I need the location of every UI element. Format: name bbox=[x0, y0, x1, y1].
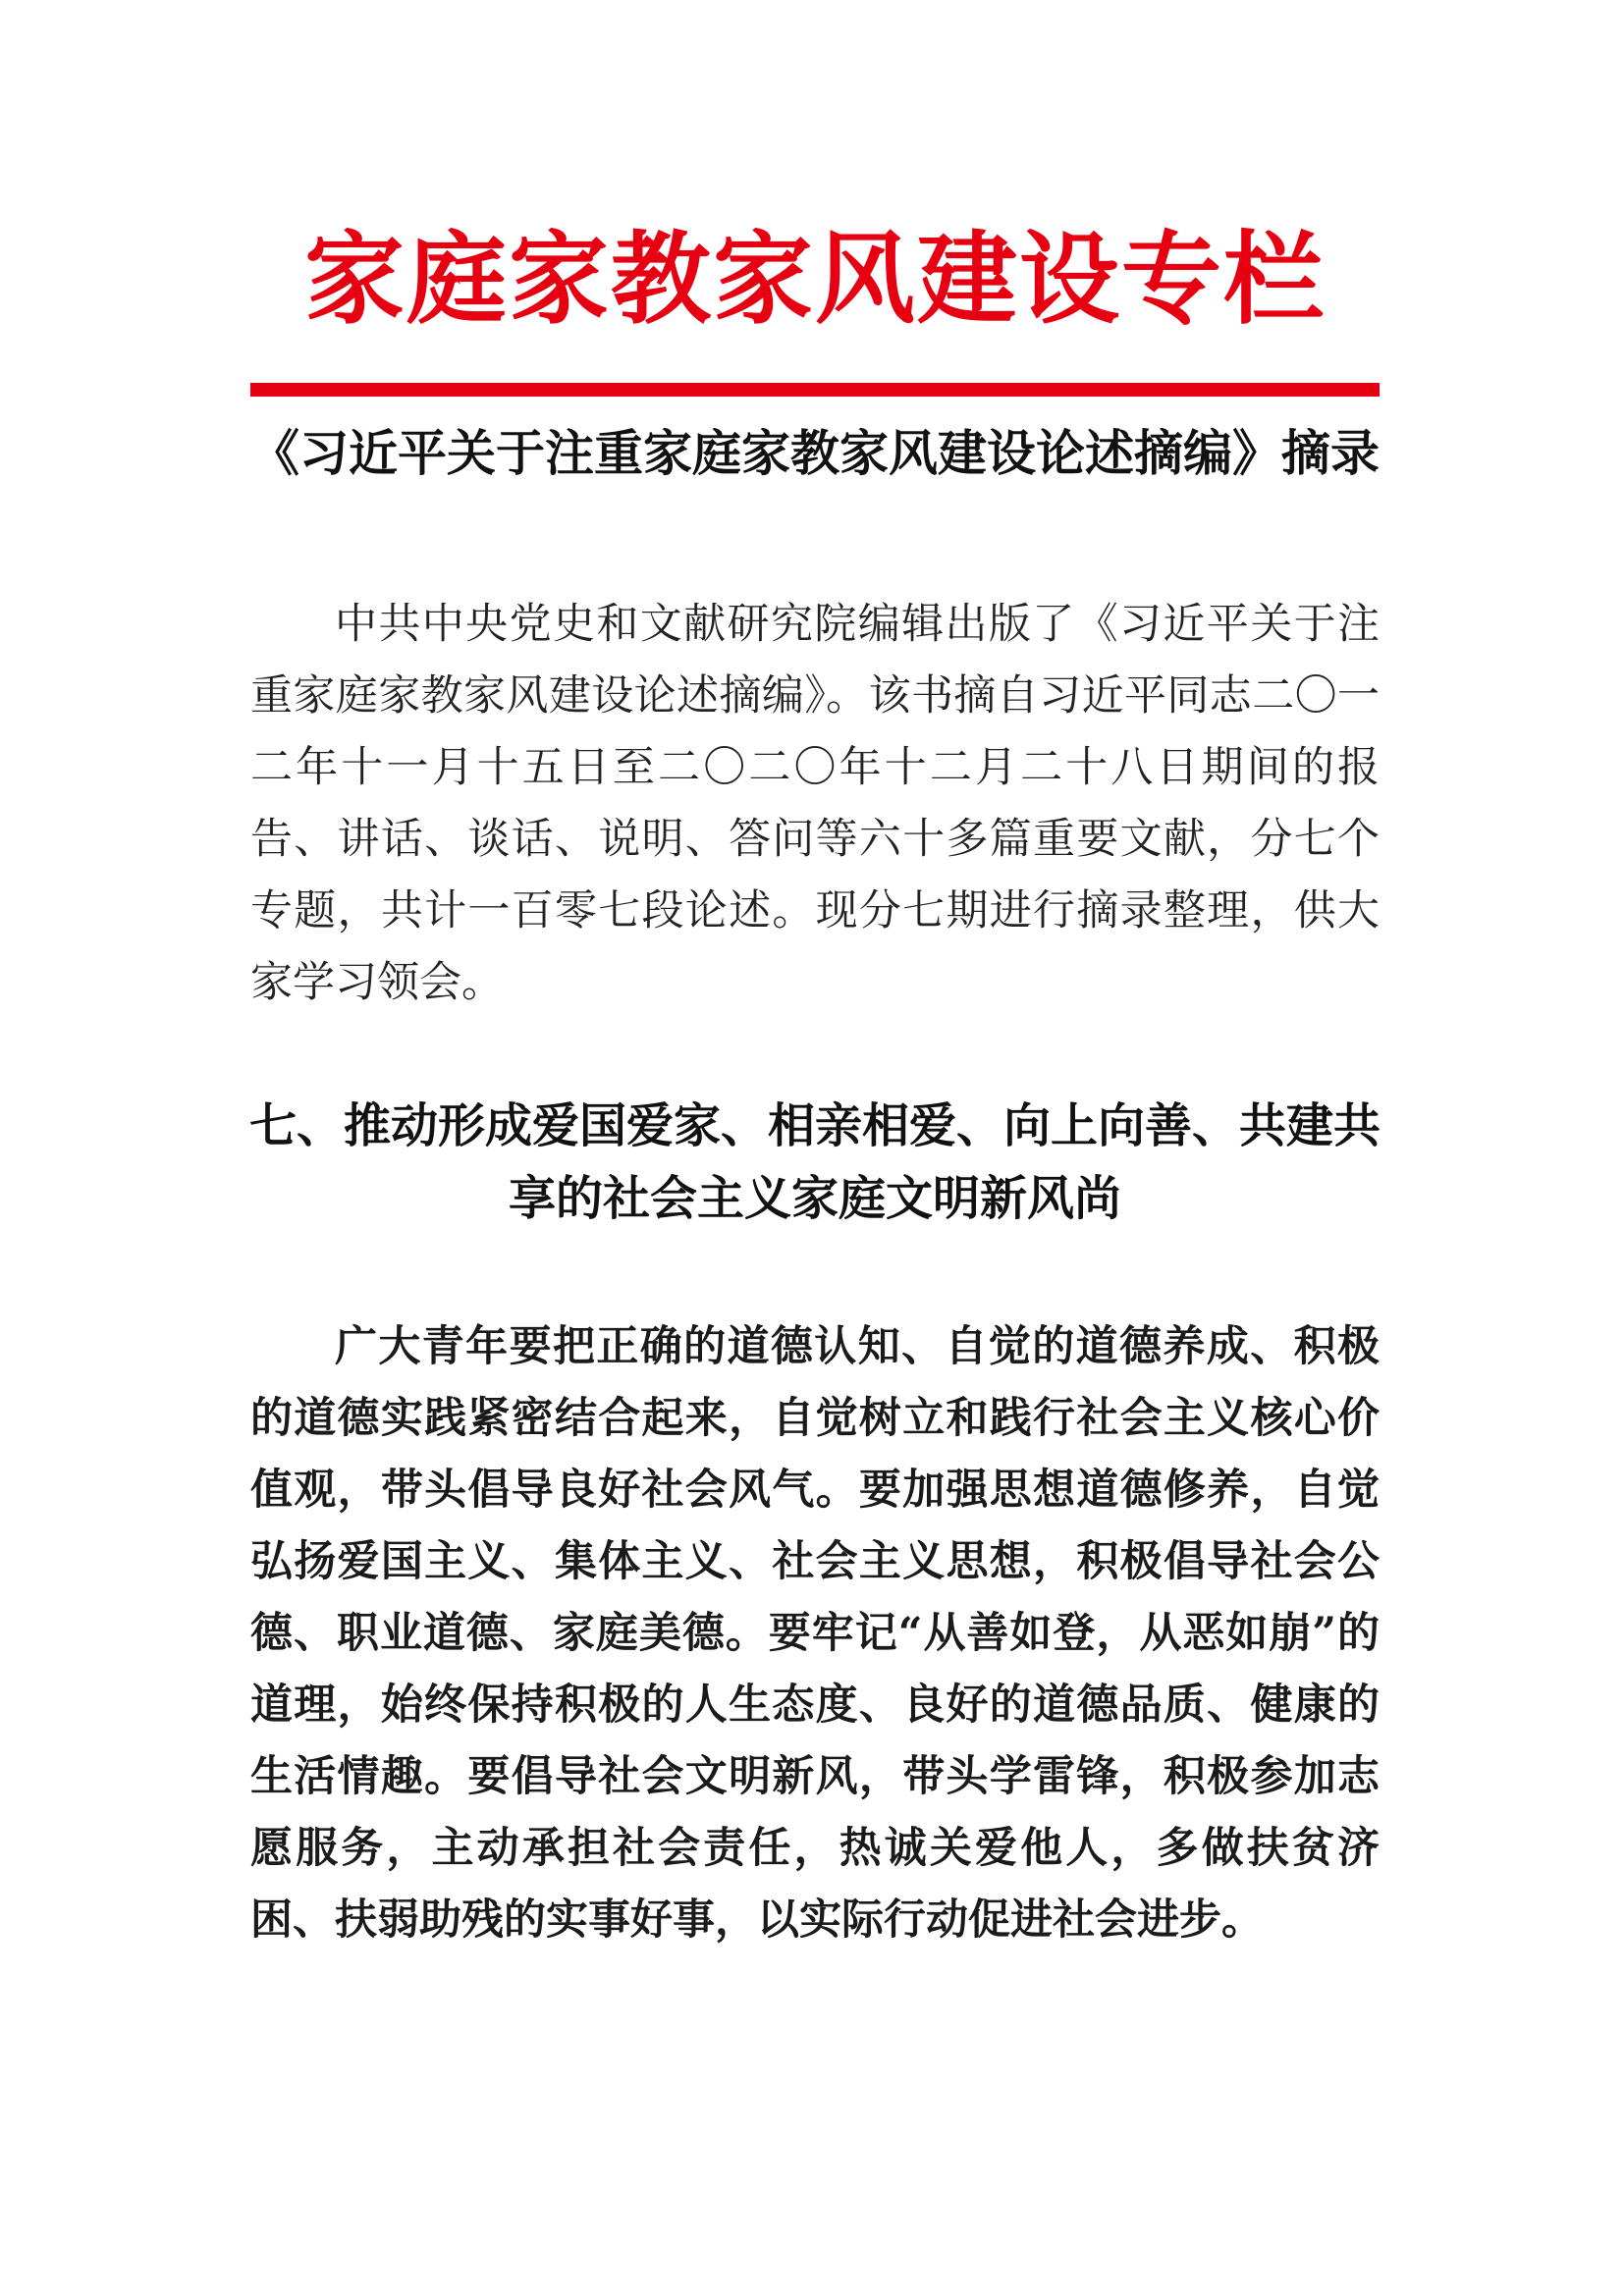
column-masthead: 家庭家教家风建设专栏 bbox=[304, 221, 1326, 339]
section-body-paragraph: 广大青年要把正确的道德认知、自觉的道德养成、积极的道德实践紧密结合起来，自觉树立和践行社会主义核心价值观，带头倡导良好社会风气。要加强思想道德修养，自觉弘扬爱国主义、集体主义、社会主义思想，积极倡导社会公德、职业道德、家庭美德。要牢记“从善如登，从恶如崩”的道理，始终保持积极的人生态度、良好的道德品质、健康的生活情趣。要倡导社会文明新风，带头学雷锋，积极参加志愿服务，主动承担社会责任，热诚关爱他人，多做扶贫济困、扶弱助残的实事好事，以实际行动促进社会进步。 bbox=[250, 1322, 1380, 1945]
red-divider-rule bbox=[250, 383, 1380, 397]
section-heading: 七、推动形成爱国爱家、相亲相爱、向上向善、共建共享的社会主义家庭文明新风尚 bbox=[248, 1098, 1380, 1226]
document-title: 《习近平关于注重家庭家教家风建设论述摘编》摘录 bbox=[250, 424, 1380, 482]
intro-paragraph: 中共中央党史和文献研究院编辑出版了《习近平关于注重家庭家教家风建设论述摘编》。该书摘自习近平同志二〇一二年十一月十五日至二〇二〇年十二月二十八日期间的报告、讲话、谈话、说明、答问等六十多篇重要文献，分七个专题，共计一百零七段论述。现分七期进行摘录整理，供大家学习领会。 bbox=[250, 600, 1380, 1007]
